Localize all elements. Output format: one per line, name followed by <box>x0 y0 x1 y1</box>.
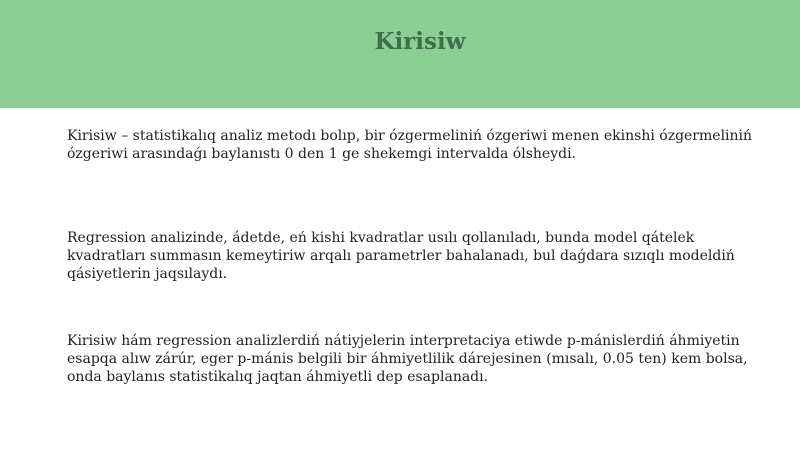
paragraph-definition: Kirisiw – statistikalıq analiz metodı bolıp, bir ózgermeliniń ózgeriwi menen ekinshi ózgermeliniń ózgeriwi arasındaǵı baylanıstı 0 den 1 ge shekemgi intervalda ólsheydi. <box>67 128 753 162</box>
paragraph-regression-method: Regression analizinde, ádetde, eń kishi kvadratlar usılı qollanıladı, bunda model qátelek kvadratları summasın kemeytiriw arqalı parametrler bahalanadı, bul daǵdara sızıqlı modeldiń qásiyetlerin jaqsılaydı. <box>67 230 735 282</box>
paragraph-p-value: Kirisiw hám regression analizlerdiń nátiyjelerin interpretaciya etiwde p-mánislerdiń áhmiyetin esapqa alıw zárúr, eger p-mánis belgili bir áhmiyetlilik dárejesinen (mısalı, 0.05 ten) kem bolsa, onda baylanıs statistikalıq jaqtan áhmiyetli dep esaplanadı. <box>67 333 748 385</box>
header-band <box>0 0 800 108</box>
slide-title: Kirisiw <box>374 28 466 55</box>
